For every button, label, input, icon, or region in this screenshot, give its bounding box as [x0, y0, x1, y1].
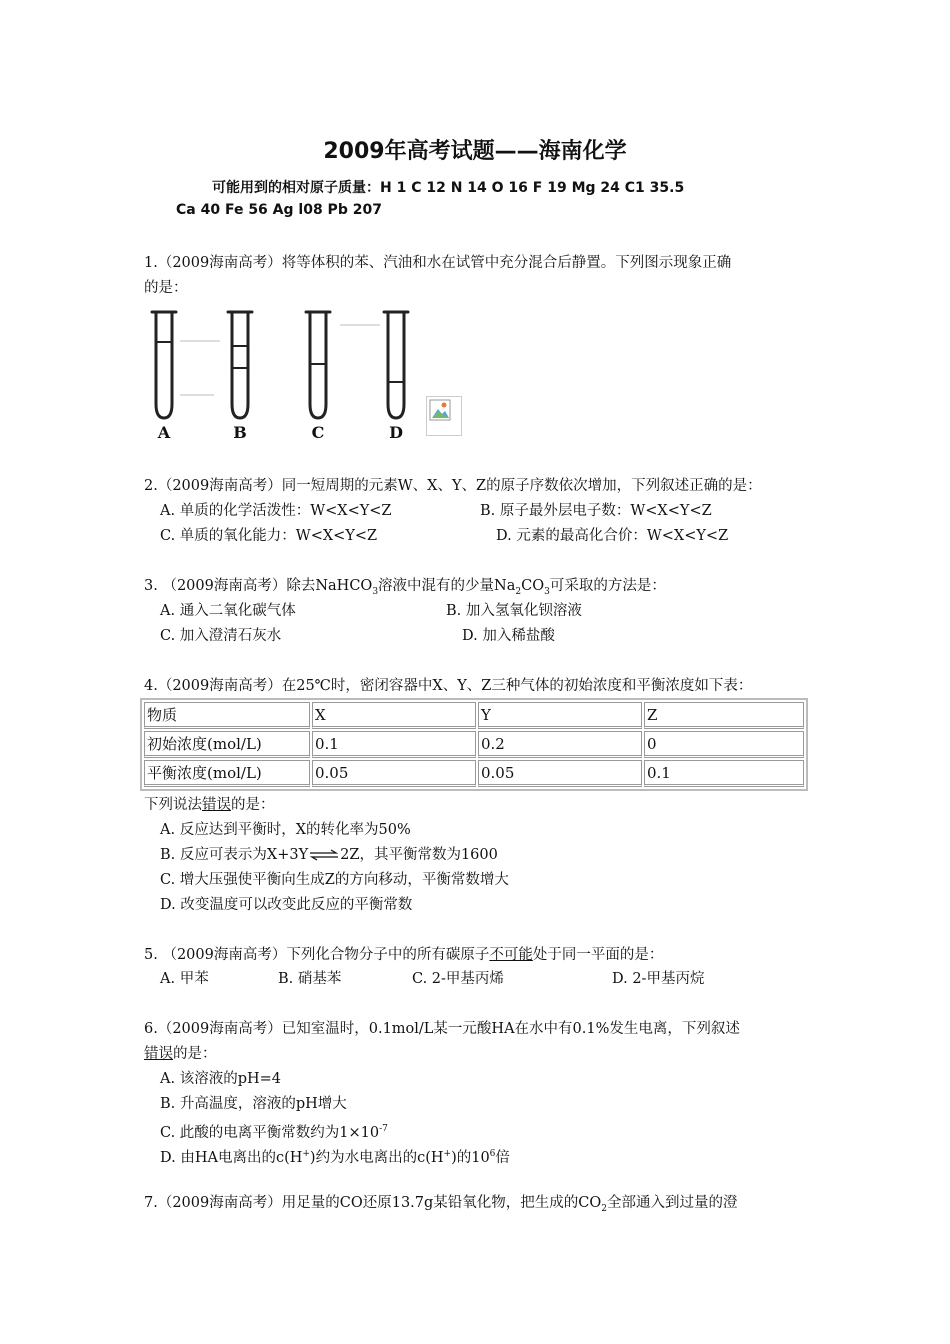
question-4-stem: 4.（2009海南高考）在25℃时，密闭容器中X、Y、Z三种气体的初始浓度和平衡浓度如下表：: [144, 678, 753, 694]
question-2-option-c: C. 单质的氧化能力：W<X<Y<Z: [160, 528, 378, 544]
tube-b: [228, 312, 252, 418]
question-6-stem-line-2: 错误的是：: [144, 1046, 217, 1062]
question-6-option-b: B. 升高温度，溶液的pH增大: [160, 1096, 347, 1112]
broken-image-icon: [426, 396, 462, 436]
question-5-option-d: D. 2-甲基丙烷: [612, 971, 705, 987]
question-3-option-d: D. 加入稀盐酸: [462, 628, 555, 644]
table-row: [144, 760, 804, 787]
table-cell: X: [312, 702, 476, 729]
question-3-option-c: C. 加入澄清石灰水: [160, 628, 282, 644]
tube-a: [152, 312, 176, 418]
table-row: [144, 702, 804, 729]
tube-d: [384, 312, 408, 418]
table-cell: 物质: [144, 702, 310, 729]
equilibrium-arrow-icon: [308, 849, 340, 861]
test-tube-figure: [140, 300, 420, 445]
table-cell: 0.1: [312, 731, 476, 758]
tube-label-a: A: [157, 423, 171, 442]
question-6-option-d: D. 由HA电离出的c(H+)约为水电离出的c(H+)的$10^6$倍: [160, 1149, 510, 1166]
question-4-option-a: A. 反应达到平衡时，X的转化率为50%: [160, 822, 411, 838]
tube-label-b: B: [233, 423, 247, 442]
question-4-prompt: 下列说法错误的是：: [144, 797, 275, 813]
table-cell: 初始浓度(mol/L): [144, 731, 310, 758]
question-2-stem: 2.（2009海南高考）同一短周期的元素W、X、Y、Z的原子序数依次增加，下列叙述正确的是：: [144, 478, 762, 494]
question-6-stem-line-1: 6.（2009海南高考）已知室温时，0.1mol/L某一元酸HA在水中有0.1%发生电离，下列叙述: [144, 1021, 740, 1037]
tube-c: [306, 312, 330, 418]
table-cell: Z: [644, 702, 804, 729]
question-2-option-a: A. 单质的化学活泼性：W<X<Y<Z: [160, 503, 392, 519]
atomic-mass-line-1: 可能用到的相对原子质量：H 1 C 12 N 14 O 16 F 19 Mg 24 C1 35.5: [212, 180, 685, 196]
page-title: 2009年高考试题——海南化学: [323, 139, 627, 164]
question-5-stem: 5. （2009海南高考）下列化合物分子中的所有碳原子不可能处于同一平面的是：: [144, 947, 664, 963]
question-4-option-c: C. 增大压强使平衡向生成Z的方向移动，平衡常数增大: [160, 872, 509, 888]
table-cell: 0.05: [312, 760, 476, 787]
question-7-stem: 7.（2009海南高考）用足量的CO还原13.7g某铅氧化物，把生成的$CO_2$全部通入到过量的澄: [144, 1195, 738, 1214]
table-row: [144, 731, 804, 758]
question-3-stem: 3. （2009海南高考）除去NaHCO$_3$溶液中混有的少量$Na_2CO_3$可采取的方法是：: [144, 578, 666, 597]
question-1-stem-line-1: 1.（2009海南高考）将等体积的苯、汽油和水在试管中充分混合后静置。下列图示现象正确: [144, 255, 732, 271]
concentration-table: [140, 698, 808, 791]
table-cell: 平衡浓度(mol/L): [144, 760, 310, 787]
question-6-option-c: C. 此酸的电离平衡常数约为$1\times 10^{-7}$: [160, 1124, 388, 1141]
atomic-mass-line-2: Ca 40 Fe 56 Ag l08 Pb 207: [176, 202, 382, 218]
question-1-stem-line-2: 的是：: [144, 280, 188, 296]
table-cell: 0: [644, 731, 804, 758]
table-cell: 0.1: [644, 760, 804, 787]
question-6-option-a: A. 该溶液的pH=4: [160, 1071, 281, 1087]
question-4-option-d: D. 改变温度可以改变此反应的平衡常数: [160, 897, 413, 913]
question-5-option-b: B. 硝基苯: [278, 971, 342, 987]
question-4-option-b: B. 反应可表示为X+3Y 2Z，其平衡常数为1600: [160, 847, 498, 863]
table-cell: 0.05: [478, 760, 642, 787]
question-5-option-a: A. 甲苯: [160, 971, 209, 987]
question-3-option-a: A. 通入二氧化碳气体: [160, 603, 296, 619]
table-cell: 0.2: [478, 731, 642, 758]
question-2-option-d: D. 元素的最高化合价：W<X<Y<Z: [496, 528, 729, 544]
tube-label-c: C: [311, 423, 325, 442]
question-3-option-b: B. 加入氢氧化钡溶液: [446, 603, 582, 619]
question-5-option-c: C. 2-甲基丙烯: [412, 971, 504, 987]
table-cell: Y: [478, 702, 642, 729]
question-2-option-b: B. 原子最外层电子数：W<X<Y<Z: [480, 503, 712, 519]
tube-label-d: D: [389, 423, 403, 442]
